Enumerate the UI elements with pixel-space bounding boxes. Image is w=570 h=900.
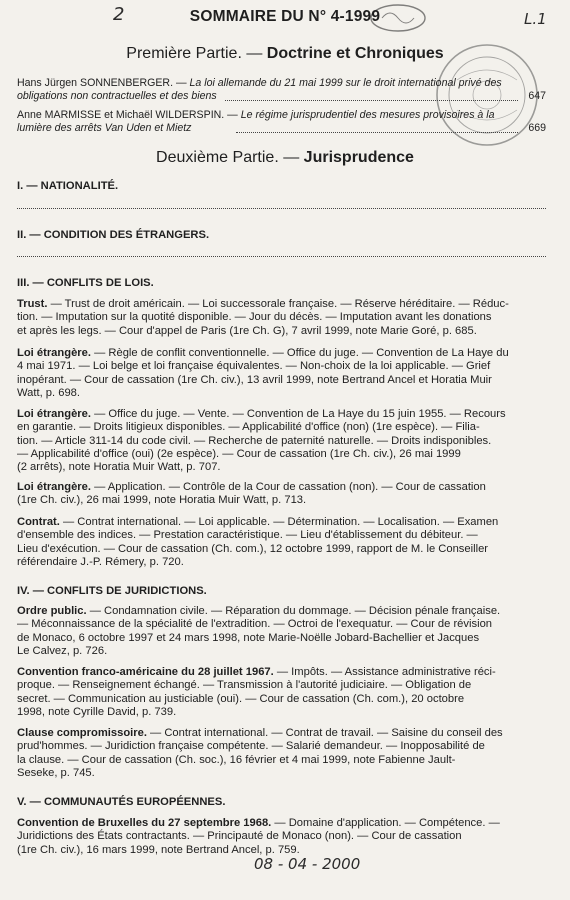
entry-ordre-public-key: Ordre public. [17,605,87,617]
part2-title: Jurisprudence [303,149,414,166]
entry-loi-etrangere-1-key: Loi étrangère. [17,347,91,359]
entry-loi-etrangere-1: Loi étrangère. — Règle de conflit conventionnelle. — Office du juge. — Convention de La Haye du 4 mai 1971. — Loi belge et loi française équivalentes. — Non-choix de la loi applicable. — Grief inopérant. — Cour de cassation (1re Ch. civ.), 13 avril 1999, note Bertrand Ancel et Horatia Muir Watt, p. 698. [17,347,509,399]
entry-convention-franco-americaine-key: Convention franco-américaine du 28 juillet 1967. [17,666,274,678]
page-title: SOMMAIRE DU N° 4-1999 [189,8,381,25]
entry-trust-key: Trust. [17,298,48,310]
part2-heading [0,149,570,167]
handwritten-mark-top-left: 2 [113,4,125,25]
article-1 [17,77,546,102]
section-1-dots [17,208,546,209]
handwritten-date: 08 - 04 - 2000 [254,855,361,873]
entry-convention-bruxelles-key: Convention de Bruxelles du 27 septembre 1968. [17,817,272,829]
handwritten-mark-top-right: L.1 [524,10,547,28]
entry-convention-franco-americaine: Convention franco-américaine du 28 juillet 1967. — Impôts. — Assistance administrative réci- proque. — Renseignement échangé. — Transmission à l'autorité judiciaire. — Obligation de secret. — Communication au justiciable (oui). — Cour de cassation (Ch. com.), 20 octobre 1998, note Cyrille David, p. 739. [17,666,496,718]
section-conflits-juridictions: IV. — CONFLITS DE JURIDICTIONS. [17,585,207,597]
section-communautes-europeennes: V. — COMMUNAUTÉS EUROPÉENNES. [17,796,226,808]
section-2-dots [17,256,546,257]
part1-label: Première Partie. — [126,45,263,62]
entry-ordre-public: Ordre public. — Condamnation civile. — Réparation du dommage. — Décision pénale française. — Méconnaissance de la spécialité de l'extradition. — Octroi de l'exequatur. — Cour de révision de Monaco, 6 octobre 1997 et 24 mars 1998, note Marie-Noëlle Jobard-Bachellier et Jacques Le Calvez, p. 726. [17,605,501,657]
entry-clause-compromissoire: Clause compromissoire. — Contrat international. — Contrat de travail. — Saisine du conseil des prud'hommes. — Juridiction française compétente. — Salarié demandeur. — Inopposabilité de la clause. — Cour de cassation (Ch. soc.), 16 février et 4 mai 1999, note Fabienne Jault- Seseke, p. 745. [17,727,503,779]
article-1-title-line1: La loi allemande du 21 mai 1999 sur le droit international privé des [189,77,502,89]
entry-convention-bruxelles: Convention de Bruxelles du 27 septembre 1968. — Domaine d'application. — Compétence. — Juridictions des États contractants. — Principauté de Monaco (non). — Cour de cassation (1re Ch. civ.), 16 mars 1999, note Bertrand Ancel, p. 759. [17,817,500,856]
entry-loi-etrangere-2-key: Loi étrangère. [17,408,91,420]
article-2 [17,109,546,134]
article-2-page: 669 [528,121,546,134]
part1-heading [0,45,570,63]
entry-contrat: Contrat. — Contrat international. — Loi applicable. — Détermination. — Localisation. — Examen d'ensemble des indices. — Prestation caractéristique. — Lieu d'établissement du débiteur. — Lieu d'exécution. — Cour de cassation (Ch. com.), 12 octobre 1999, rapport de M. le Conseiller référendaire J.-P. Rémery, p. 720. [17,516,499,568]
article-2-title-line2: lumière des arrêts Van Uden et Mietz [17,121,192,134]
article-1-author: Hans Jürgen SONNENBERGER. — [17,77,187,89]
part1-title: Doctrine et Chroniques [266,45,444,62]
article-2-author: Anne MARMISSE et Michaël WILDERSPIN. — [17,109,238,121]
article-1-title-line2: obligations non contractuelles et des biens [17,89,217,102]
section-nationalite: I. — NATIONALITÉ. [17,180,119,192]
entry-contrat-key: Contrat. [17,516,60,528]
entry-clause-compromissoire-key: Clause compromissoire. [17,727,147,739]
entry-trust: Trust. — Trust de droit américain. — Loi successorale française. — Réserve héréditaire. — Réduc- tion. — Imputation sur la quotité disponible. — Jour du décès. — Imputation avant les donations et après les legs. — Cour d'appel de Paris (1re Ch. G), 7 avril 1999, note Marie Goré, p. 685. [17,298,509,337]
section-conflits-lois: III. — CONFLITS DE LOIS. [17,277,154,289]
entry-loi-etrangere-2: Loi étrangère. — Office du juge. — Vente. — Convention de La Haye du 15 juin 1955. — Recours en garantie. — Droits litigieux disponibles. — Applicabilité d'office (non) (1re espèce). — Filia- tion. — Article 311-14 du code civil. — Recherche de paternité naturelle. — Droits indisponibles. — Applicabilité d'office (oui) (2e espèce). — Cour de cassation (1re Ch. civ.), 26 mai 1999 (2 arrêts), note Horatia Muir Watt, p. 707. [17,408,506,474]
article-2-leader [236,132,518,133]
article-1-leader [225,100,518,101]
article-2-title-line1: Le régime jurisprudentiel des mesures provisoires à la [240,109,495,121]
entry-loi-etrangere-3: Loi étrangère. — Application. — Contrôle de la Cour de cassation (non). — Cour de cassation (1re Ch. civ.), 26 mai 1999, note Horatia Muir Watt, p. 713. [17,481,486,507]
section-condition-etrangers: II. — CONDITION DES ÉTRANGERS. [17,229,210,241]
part2-label: Deuxième Partie. — [156,149,300,166]
entry-loi-etrangere-3-key: Loi étrangère. [17,481,91,493]
article-1-page: 647 [528,89,546,102]
